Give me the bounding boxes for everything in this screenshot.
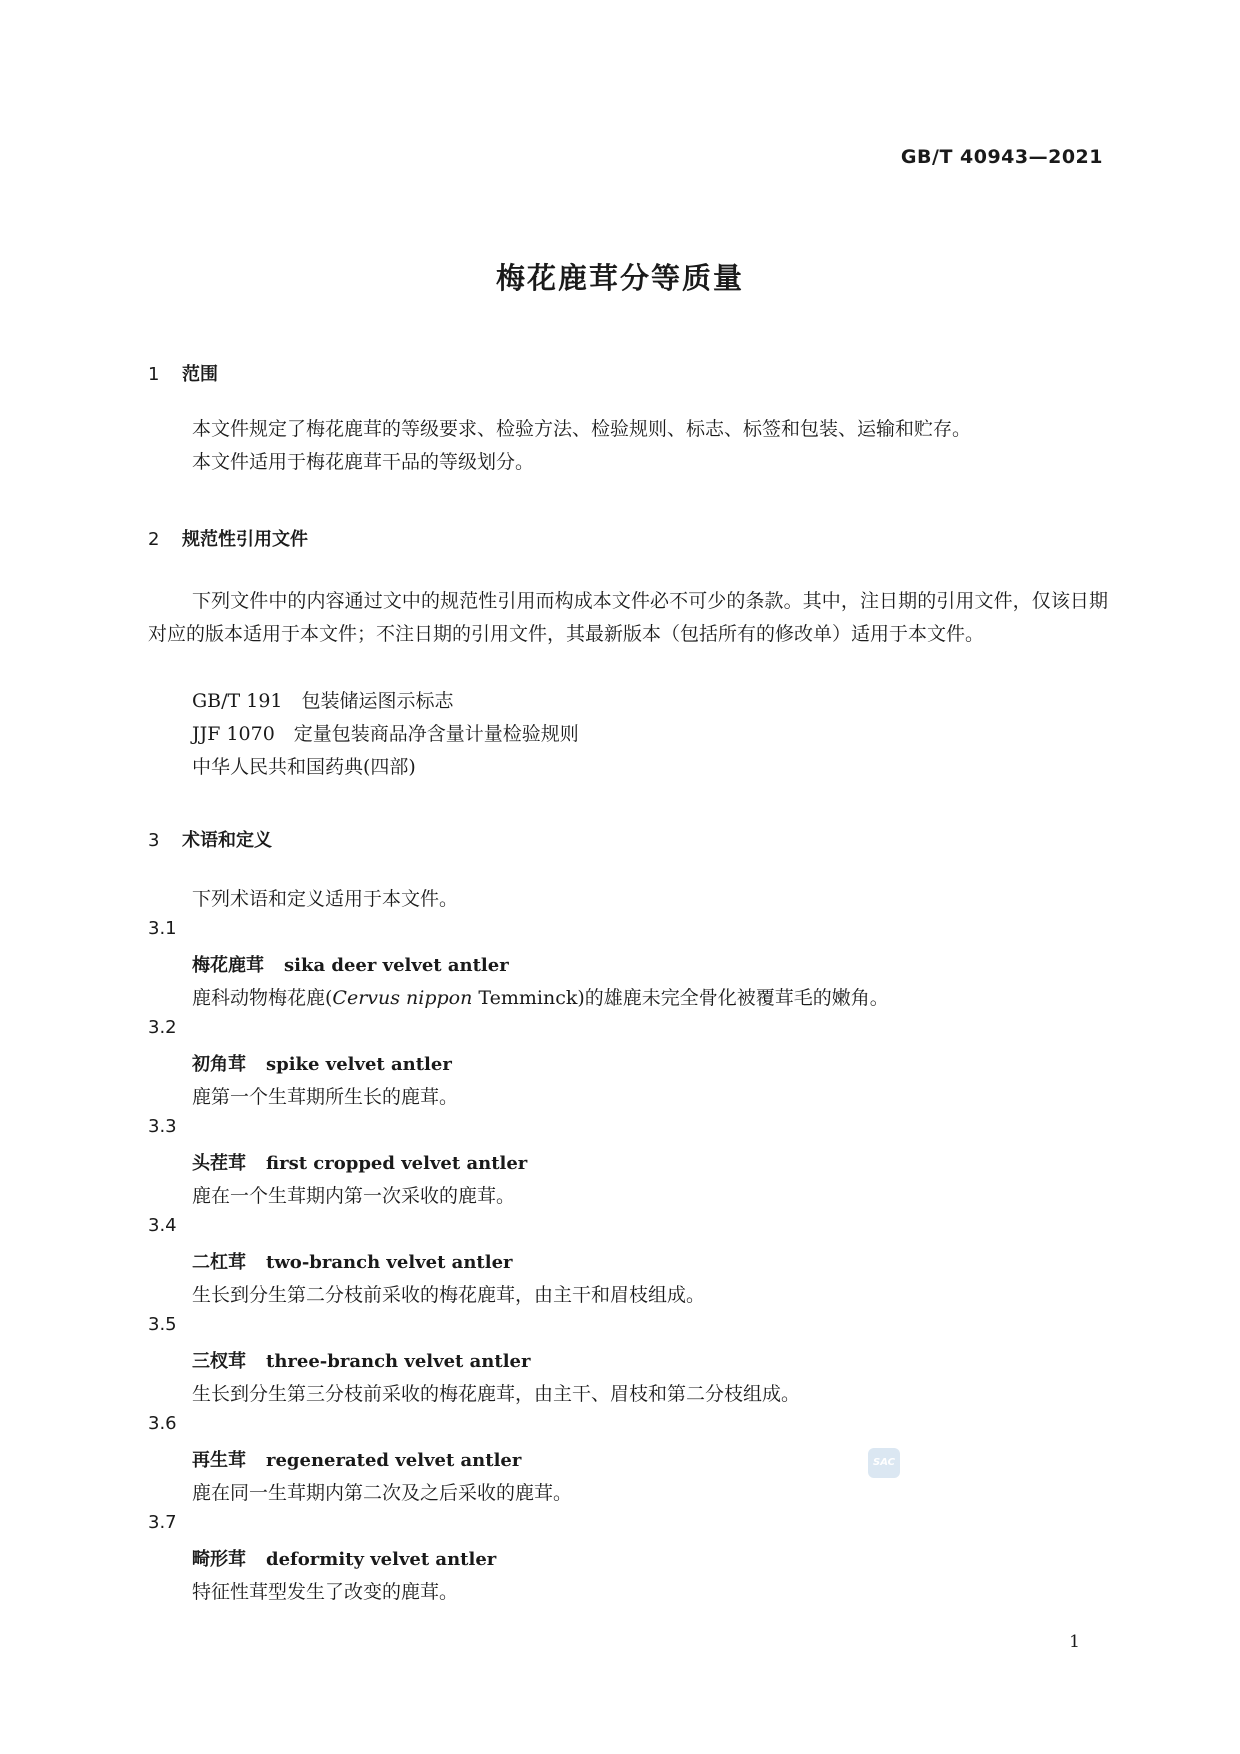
term-definition: 特征性茸型发生了改变的鹿茸。 <box>192 1581 459 1603</box>
term-en: first cropped velvet antler <box>266 1153 528 1174</box>
term-zh: 再生茸 <box>192 1450 246 1471</box>
term-number: 3.4 <box>148 1215 177 1236</box>
term-en: three-branch velvet antler <box>266 1351 531 1372</box>
term-heading <box>192 951 509 977</box>
term-number: 3.3 <box>148 1116 177 1137</box>
section-title: 规范性引用文件 <box>182 529 308 550</box>
reference-item: GB/T 191 包装储运图示标志 <box>192 690 454 712</box>
term-number: 3.1 <box>148 918 177 939</box>
section-title: 范围 <box>182 364 218 385</box>
term-en: regenerated velvet antler <box>266 1450 522 1471</box>
term-definition: 鹿科动物梅花鹿(Cervus nippon Temminck)的雄鹿未完全骨化被覆茸毛的嫩角。 <box>192 987 889 1009</box>
term-en: two-branch velvet antler <box>266 1252 513 1273</box>
term-heading <box>192 1149 527 1175</box>
term-en: spike velvet antler <box>266 1054 452 1075</box>
term-number: 3.7 <box>148 1512 177 1533</box>
section-number: 2 <box>148 529 160 550</box>
term-number: 3.5 <box>148 1314 177 1335</box>
section-number: 1 <box>148 364 160 385</box>
section-2-para-1: 下列文件中的内容通过文中的规范性引用而构成本文件必不可少的条款。其中，注日期的引用文件，仅该日期对应的版本适用于本文件；不注日期的引用文件，其最新版本（包括所有的修改单）适用于本文件。 <box>148 590 1108 645</box>
section-1-para-2: 本文件适用于梅花鹿茸干品的等级划分。 <box>192 451 535 473</box>
term-definition: 生长到分生第二分枝前采收的梅花鹿茸，由主干和眉枝组成。 <box>192 1284 706 1306</box>
section-1-para-1: 本文件规定了梅花鹿茸的等级要求、检验方法、检验规则、标志、标签和包装、运输和贮存。 <box>192 418 972 440</box>
section-title: 术语和定义 <box>182 830 272 851</box>
term-heading <box>192 1050 452 1076</box>
term-heading <box>192 1446 521 1472</box>
term-heading <box>192 1347 530 1373</box>
term-zh: 三杈茸 <box>192 1351 246 1372</box>
reference-item: JJF 1070 定量包装商品净含量计量检验规则 <box>192 723 579 745</box>
term-zh: 初角茸 <box>192 1054 246 1075</box>
term-definition: 鹿在一个生茸期内第一次采收的鹿茸。 <box>192 1185 516 1207</box>
term-zh: 梅花鹿茸 <box>192 955 264 976</box>
term-zh: 头茬茸 <box>192 1153 246 1174</box>
term-en: deformity velvet antler <box>266 1549 497 1570</box>
term-zh: 畸形茸 <box>192 1549 246 1570</box>
page-number: 1 <box>1069 1632 1080 1652</box>
term-definition: 生长到分生第三分枝前采收的梅花鹿茸，由主干、眉枝和第二分枝组成。 <box>192 1383 801 1405</box>
term-number: 3.2 <box>148 1017 177 1038</box>
term-heading <box>192 1545 496 1571</box>
term-zh: 二杠茸 <box>192 1252 246 1273</box>
section-2-heading <box>148 525 308 551</box>
standard-code: GB/T 40943—2021 <box>900 146 1103 168</box>
term-heading <box>192 1248 513 1274</box>
sac-watermark-logo: SAC <box>868 1448 900 1478</box>
section-3-para-1: 下列术语和定义适用于本文件。 <box>192 888 459 910</box>
term-definition: 鹿第一个生茸期所生长的鹿茸。 <box>192 1086 459 1108</box>
term-definition: 鹿在同一生茸期内第二次及之后采收的鹿茸。 <box>192 1482 573 1504</box>
document-title: 梅花鹿茸分等质量 <box>495 261 744 295</box>
term-en: sika deer velvet antler <box>284 955 509 976</box>
section-1-heading <box>148 360 218 386</box>
term-number: 3.6 <box>148 1413 177 1434</box>
section-number: 3 <box>148 830 160 851</box>
section-3-heading <box>148 826 272 852</box>
reference-item: 中华人民共和国药典(四部) <box>192 756 416 778</box>
